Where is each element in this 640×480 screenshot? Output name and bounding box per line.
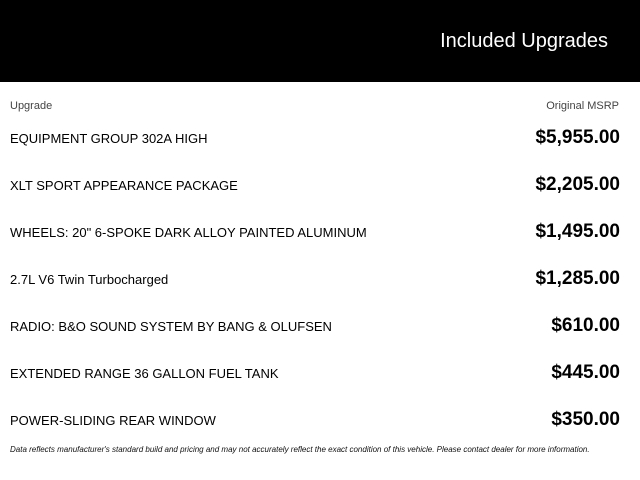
upgrades-list	[0, 116, 640, 445]
upgrade-price: $610.00	[551, 315, 620, 336]
column-header-msrp: Original MSRP	[546, 100, 619, 112]
upgrade-row	[0, 398, 640, 445]
upgrade-name: 2.7L V6 Twin Turbocharged	[10, 272, 169, 287]
upgrade-name: WHEELS: 20" 6-SPOKE DARK ALLOY PAINTED ALUMINUM	[10, 225, 367, 240]
upgrade-row	[0, 351, 640, 398]
upgrade-price: $5,955.00	[535, 127, 620, 148]
upgrade-price: $1,495.00	[535, 221, 620, 242]
column-header-upgrade: Upgrade	[10, 100, 53, 112]
disclaimer-text: Data reflects manufacturer's standard build and pricing and may not accurately reflect the exact condition of this vehicle. Please contact dealer for more information.	[10, 445, 590, 454]
upgrade-name: EQUIPMENT GROUP 302A HIGH	[10, 131, 208, 146]
upgrade-row	[0, 163, 640, 210]
upgrade-price: $1,285.00	[535, 268, 620, 289]
page-title: Included Upgrades	[440, 30, 608, 52]
header-banner	[0, 0, 640, 82]
upgrade-row	[0, 304, 640, 351]
upgrade-price: $445.00	[551, 362, 620, 383]
upgrade-row	[0, 116, 640, 163]
upgrade-name: XLT SPORT APPEARANCE PACKAGE	[10, 178, 238, 193]
upgrade-row	[0, 210, 640, 257]
upgrade-name: EXTENDED RANGE 36 GALLON FUEL TANK	[10, 366, 279, 381]
upgrade-name: RADIO: B&O SOUND SYSTEM BY BANG & OLUFSEN	[10, 319, 332, 334]
upgrade-row	[0, 257, 640, 304]
upgrade-price: $350.00	[551, 409, 620, 430]
upgrade-price: $2,205.00	[535, 174, 620, 195]
upgrade-name: POWER-SLIDING REAR WINDOW	[10, 413, 216, 428]
